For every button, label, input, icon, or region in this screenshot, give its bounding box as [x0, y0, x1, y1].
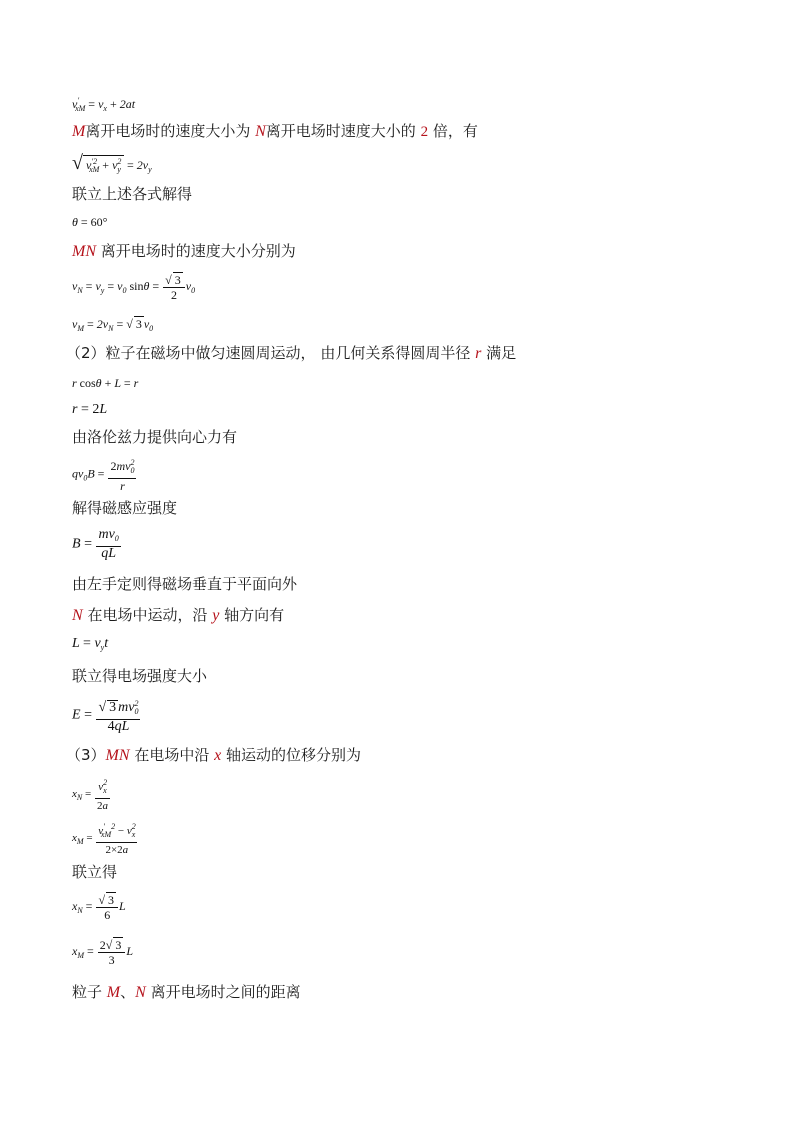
- text-line-11: 联立得: [72, 863, 118, 881]
- equation-3: θ = 60°: [72, 215, 108, 229]
- var-N: N: [255, 123, 266, 140]
- var-N-3: N: [135, 984, 146, 1001]
- equation-11: E = $\frac{√ 3 mv^2_0}{4qL}$: [72, 699, 139, 734]
- equation-14: $x_N$ = $\frac{√ 3}{6}$ L: [72, 893, 126, 922]
- var-M: M: [72, 123, 86, 140]
- text-line-2: 联立上述各式解得: [72, 185, 193, 203]
- equation-12: $x_N$ = $\frac{v^2_x}{2a}$: [72, 778, 108, 812]
- var-y: y: [212, 607, 220, 624]
- text-line-3: MN 离开电场时的速度大小分别为: [72, 242, 296, 260]
- text-line-6: 解得磁感应强度: [72, 499, 178, 517]
- equation-9: B = $\frac{mv_0}{qL}$: [72, 527, 119, 561]
- equation-2: √ $v^{'2}_{xM} + v^2_y = 2v_y$: [72, 152, 152, 174]
- text-line-1: M离开电场时的速度大小为 N离开电场时速度大小的 2 倍，有: [72, 122, 478, 140]
- equation-5: $v_M = 2v_N$ = √ 3 $v_0$: [72, 317, 154, 333]
- equation-8: $qv_0B$ = $\frac{2mv^2_0}{r}$: [72, 458, 135, 493]
- text-line-10: （3）MN 在电场中沿 x 轴运动的位移分别为: [66, 746, 361, 764]
- equation-13: $x_M$ = $\frac{v'_{xM}^2 - v^2_x}{2\times 2a}$: [72, 822, 136, 856]
- var-x: x: [214, 747, 222, 764]
- text-line-5: 由洛伦兹力提供向心力有: [72, 428, 238, 446]
- equation-15: $x_M$ = $\frac{2√ 3}{3}$ L: [72, 938, 134, 967]
- var-N-2: N: [72, 607, 83, 624]
- text-line-9: 联立得电场强度大小: [72, 667, 208, 685]
- equation-7: r = 2L: [72, 402, 108, 417]
- equation-10: $L = v_yt$: [72, 636, 109, 652]
- text-line-8: N 在电场中运动，沿 y 轴方向有: [72, 606, 285, 624]
- var-MN: MN: [72, 243, 96, 260]
- var-r: r: [475, 345, 482, 362]
- var-M-2: M: [106, 984, 121, 1001]
- text-line-4: （2）粒子在磁场中做匀速圆周运动， 由几何关系得圆周半径 r 满足: [66, 344, 517, 362]
- equation-4: $v_N = v_y = v_0$ sinθ = $\frac{√ 3}{2}$ $v_0$: [72, 273, 196, 302]
- equation-6: r cosθ + L = r: [72, 376, 139, 390]
- equation-1: $v'_{xM} = v_x + 2at$: [72, 96, 136, 113]
- text-line-12: 粒子 M、N 离开电场时之间的距离: [72, 983, 301, 1001]
- var-MN-2: MN: [105, 747, 130, 764]
- text-line-7: 由左手定则得磁场垂直于平面向外: [72, 575, 298, 593]
